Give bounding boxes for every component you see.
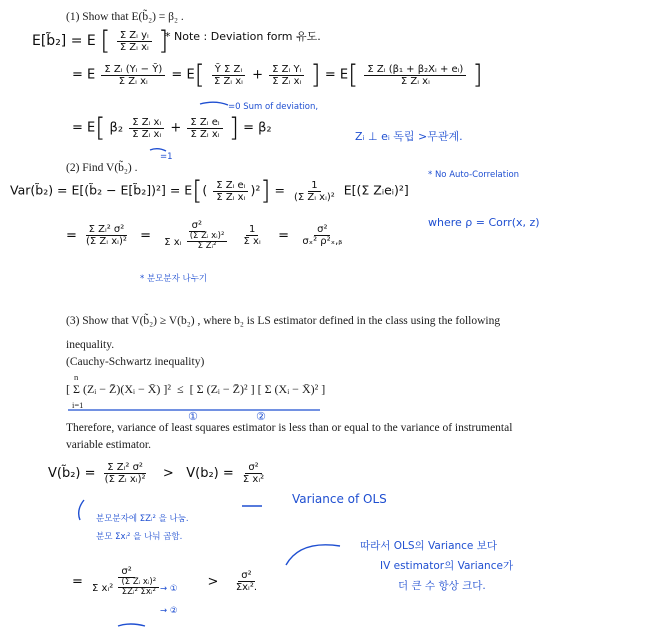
bracket-open: [ <box>95 113 106 143</box>
frac-den: Σ xᵢ <box>243 236 261 248</box>
underline-stroke <box>200 102 228 105</box>
frac-num: σ² <box>189 220 205 232</box>
frac-num: Σ Zᵢ² σ² <box>104 462 146 474</box>
frac-den: Σxᵢ². <box>235 582 258 594</box>
cs-right: [ Σ (Zᵢ − Z̄)² ] [ Σ (Xᵢ − X̄)² ] <box>189 382 326 396</box>
sum-top: n <box>74 372 79 382</box>
q3-line3: (Cauchy-Schwartz inequality) <box>66 356 205 368</box>
bracket-open: [ <box>348 60 359 90</box>
q2-lhs: Var(b̃₂) = E[(b̃₂ − E[b̃₂])²] = E <box>10 182 193 198</box>
frac-num: Σ Zᵢ (Yᵢ − Ȳ) <box>101 64 165 76</box>
q1-line3: = E[ β₂ $\frac{\text{Σ Zᵢ xᵢ}}{\text{Σ Zᵢ xᵢ}}$ + $\frac{\text{Σ Zᵢ eᵢ}}{\text{Σ Zᵢ xᵢ}}$ ] = β₂ <box>72 113 272 143</box>
frac-den: Σ Zᵢ xᵢ <box>400 75 430 87</box>
equals: = <box>171 67 183 83</box>
bracket-close: ] <box>158 26 169 56</box>
q2-frac-b <box>291 180 338 203</box>
q1-frac-step5a <box>129 117 164 140</box>
q3-line5: variable estimator. <box>66 439 151 451</box>
arrow-stroke <box>286 545 340 565</box>
marker-2: ② <box>256 410 266 423</box>
inner-frac <box>118 578 159 598</box>
inner-frac <box>187 232 228 252</box>
korean-note: * 분모분자 나누기 <box>140 274 208 284</box>
frac-den: Σ Zᵢ xᵢ <box>213 75 243 87</box>
frac-den: Σ Zᵢ xᵢ <box>132 128 162 140</box>
q1-frac-step2 <box>101 64 165 87</box>
autocorr-note: * No Auto-Correlation <box>428 170 520 180</box>
frac-num: Σ Zᵢ Yᵢ <box>269 64 304 76</box>
frac-den: Σ Zᵢ xᵢ <box>272 75 302 87</box>
arrow-note-2: → ② <box>160 606 178 616</box>
q1-frac-step1 <box>117 30 152 53</box>
frac-den: Σ Zᵢ xᵢ <box>119 41 149 53</box>
equals: = <box>72 574 83 590</box>
cauchy-schwartz-formula <box>66 382 325 397</box>
frac-den: σₓ² ρ²ₓ,ᵦ <box>302 236 343 248</box>
arrow-stroke <box>79 500 84 520</box>
bracket-close: ] <box>472 60 483 90</box>
q1-frac-step3b <box>269 64 304 87</box>
frac-num: Σ Zᵢ eᵢ <box>187 117 222 129</box>
iv-variance-frac <box>102 462 149 485</box>
frac-num: 1 <box>308 180 320 192</box>
bracket-open: [ <box>100 26 111 56</box>
frac-num: σ² <box>118 566 134 578</box>
frac-num: σ² <box>314 224 330 236</box>
arrow-note-1: → ① <box>160 584 178 594</box>
frac-den <box>89 578 164 598</box>
q2-title: (2) Find V(b̃₂) . <box>66 162 138 174</box>
one-note: =1 <box>160 152 173 162</box>
frac-num: 1 <box>246 224 258 236</box>
korean-2: 분모 Σxᵢ² 을 나눠 곱함. <box>96 532 183 542</box>
frac-num: σ² <box>245 462 261 474</box>
ols-variance-label: V(b₂) = <box>186 466 234 481</box>
frac-den: (Σ Zᵢ xᵢ)² <box>293 191 335 203</box>
frac-num: (Σ Zᵢ xᵢ)² <box>118 578 159 588</box>
q3-line1: (3) Show that V(b̃₂) ≥ V(b₂) , where b₂ is LS estimator defined in the class using the following <box>66 315 501 327</box>
conclusion-2: IV estimator의 Variance가 <box>380 560 514 572</box>
bracket-close: ] <box>260 176 271 206</box>
frac-den <box>161 232 232 252</box>
frac-den: Σ Zᵢ² <box>197 241 217 252</box>
result: = β₂ <box>243 120 272 136</box>
final-frac <box>233 570 260 593</box>
expectation: E <box>186 67 195 83</box>
equals: = <box>324 67 336 83</box>
q2-frac-c <box>83 224 130 247</box>
frac-den: Σ Zᵢ xᵢ <box>190 128 220 140</box>
ols-note: Variance of OLS <box>292 492 387 506</box>
q1-note: * Note : Deviation form 유도. <box>165 30 321 43</box>
iv-variance-label: V(b̃₂) = <box>48 466 96 481</box>
q2-frac-a <box>213 180 248 203</box>
q1-frac-step3a <box>211 64 246 87</box>
frac-den: (Σ Zᵢ xᵢ)² <box>86 236 127 248</box>
q1-frac-step4 <box>364 64 466 87</box>
frac-num: (Σ Zᵢ xᵢ)² <box>187 232 228 242</box>
q1-frac-step5b <box>187 117 222 140</box>
q3-line2: inequality. <box>66 339 115 351</box>
bottom-frac <box>89 566 164 598</box>
q2-frac-d2 <box>241 224 264 247</box>
bracket-close: ] <box>310 60 321 90</box>
frac-den: Σ Zᵢ xᵢ <box>216 191 246 203</box>
plus: + <box>252 67 264 83</box>
frac-den-left: Σ xᵢ <box>164 236 182 248</box>
frac-num: Σ Zᵢ xᵢ <box>129 117 164 129</box>
less-equal: ≤ <box>177 382 184 396</box>
q1-title: (1) Show that E(b̃₂) = β₂ . <box>66 11 184 23</box>
frac-den: ΣZᵢ² Σxᵢ² <box>121 587 156 598</box>
bracket-open: [ <box>192 176 203 206</box>
greater-than: > <box>162 466 174 481</box>
underline-stroke <box>118 624 145 626</box>
q1-line1 <box>32 28 168 54</box>
q2-line1: Var(b̃₂) = E[(b̃₂ − E[b̃₂])²] = E[( $\frac{\text{Σ Zᵢ eᵢ}}{\text{Σ Zᵢ xᵢ}}$ )²] = $\frac{1}{\text{(Σ Zᵢ xᵢ)²}}$ E[(Σ Zᵢeᵢ)²] <box>10 176 409 206</box>
conclusion-3: 더 큰 수 항상 크다. <box>398 580 486 592</box>
frac-num: Σ Zᵢ (β₁ + β₂Xᵢ + eᵢ) <box>364 64 466 76</box>
ols-variance-frac <box>240 462 267 485</box>
frac-den-left: Σ xᵢ² <box>92 582 114 594</box>
frac-num: σ² <box>238 570 254 582</box>
bracket-close: ] <box>228 113 239 143</box>
frac-den: Σ Zᵢ xᵢ <box>118 75 148 87</box>
q2-expectation: E[(Σ Zᵢeᵢ)²] <box>343 182 409 198</box>
frac-den: (Σ Zᵢ xᵢ)² <box>104 474 146 485</box>
var-comparison <box>48 462 269 485</box>
frac-num: Σ Zᵢ yᵢ <box>117 30 152 42</box>
underline-stroke <box>150 149 166 151</box>
korean-1: 분모분자에 ΣZᵢ² 을 나눔. <box>96 514 189 524</box>
q1-line2: = E $\frac{\text{Σ Zᵢ (Yᵢ − Ȳ)}}{\text{Σ Zᵢ xᵢ}}$ = E[ $\frac{\text{Ȳ Σ Zᵢ}}{\text{Σ Zᵢ xᵢ}}$ + $\frac{\text{Σ Zᵢ Yᵢ}}{\text{Σ Zᵢ xᵢ}}$ ] = E[ $\frac{\text{Σ Zᵢ (β₁ + β₂Xᵢ + eᵢ)}}{\text{Σ Zᵢ xᵢ}}$ ] <box>72 60 483 90</box>
cs-left: [ Σ (Zᵢ − Z̄)(Xᵢ − X̄) ]² <box>66 382 172 396</box>
q2-line2: = $\frac{\text{Σ Zᵢ² σ²}}{\text{(Σ Zᵢ xᵢ)²}}$ = σ² Σ xᵢ $\frac{\text{(Σ Zᵢ xᵢ)²}}{\text{Σ Zᵢ²}}$ $\frac{1}{\text{Σ xᵢ}}$ = $\frac{\text{σ²}}{\text{σₓ² ρ²ₓ,ᵦ}}$ <box>66 220 347 252</box>
q3-line4: Therefore, variance of least squares estimator is less than or equal to the variance of instrumental <box>66 422 513 434</box>
frac-den: Σ xᵢ² <box>242 474 265 485</box>
beta2: β₂ <box>109 120 124 136</box>
q2-frac-e <box>299 224 345 247</box>
indep-note: Zᵢ ⊥ eᵢ 독립 >무관계. <box>355 130 463 143</box>
sum-bottom: i=1 <box>72 400 84 410</box>
frac-num: Σ Zᵢ² σ² <box>86 224 128 236</box>
marker-1: ① <box>188 410 198 423</box>
zero-note: =0 Sum of deviation, <box>228 102 319 112</box>
equals: = <box>72 67 83 83</box>
bracket-open: [ <box>194 60 205 90</box>
q2-frac-d <box>161 220 232 252</box>
frac-num: Σ Zᵢ eᵢ <box>213 180 248 192</box>
q1-lhs: E[b̃₂] = E <box>32 33 96 49</box>
where-note: where ρ = Corr(x, z) <box>428 216 540 229</box>
greater-than: > <box>207 574 219 590</box>
conclusion-1: 따라서 OLS의 Variance 보다 <box>360 540 498 552</box>
frac-num: Ȳ Σ Zᵢ <box>212 64 245 76</box>
